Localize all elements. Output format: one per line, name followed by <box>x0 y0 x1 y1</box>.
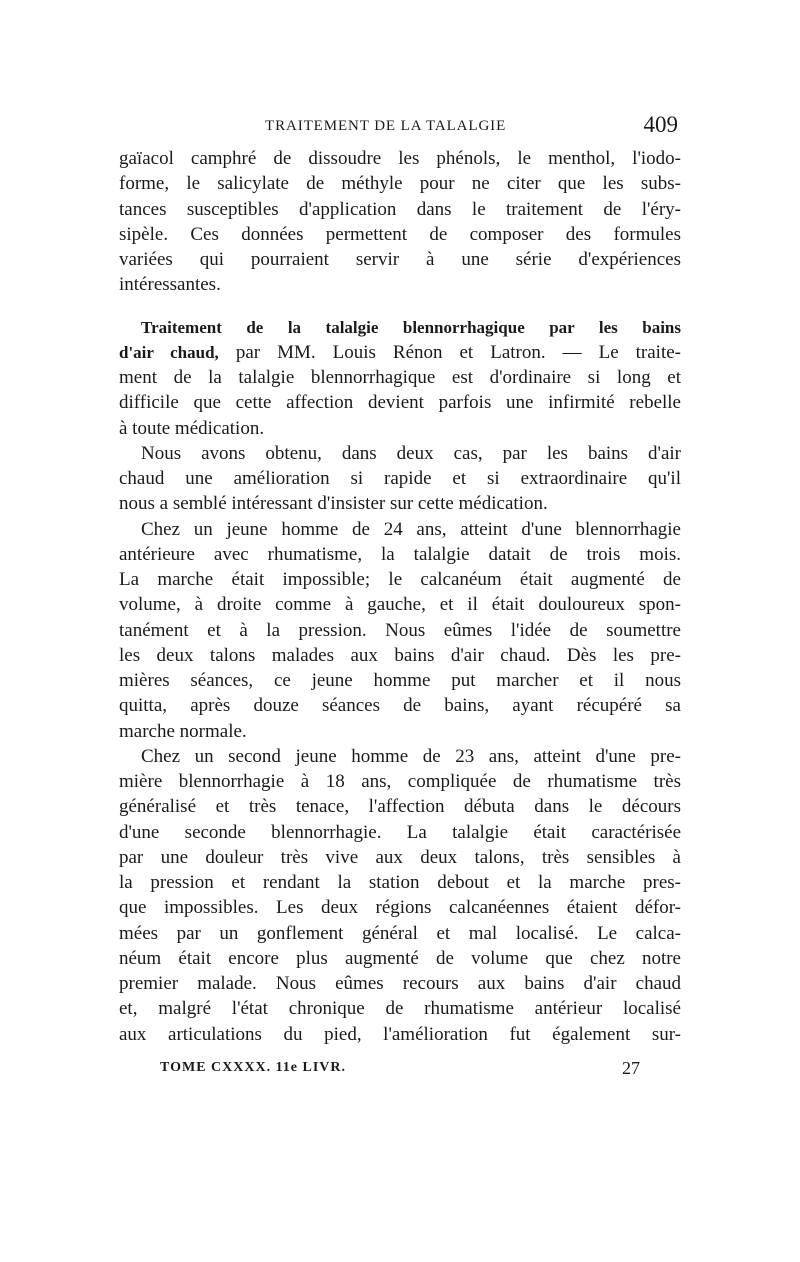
signature-mark: TOME CXXXX. 11e LIVR. <box>160 1060 347 1075</box>
text-line: Chez un second jeune homme de 23 ans, atteint d'une pre- <box>141 745 681 767</box>
text-line: variées qui pourraient servir à une série d'expériences <box>119 249 681 270</box>
text-line: chaud une amélioration si rapide et si extraordinaire qu'il <box>119 468 681 489</box>
text-line: quitta, après douze séances de bains, ayant récupéré sa <box>119 695 681 717</box>
text-line: et, malgré l'état chronique de rhumatisme antérieur localisé <box>119 998 681 1020</box>
text-line: tances susceptibles d'application dans le traitement de l'éry- <box>119 198 681 220</box>
text-line: la pression et rendant la station debout et la marche pres- <box>119 872 681 893</box>
text-line: forme, le salicylate de méthyle pour ne citer que les subs- <box>119 173 681 195</box>
section-heading: Traitement de la talalgie blennorrhagique par les bains <box>141 317 681 337</box>
text-line: antérieure avec rhumatisme, la talalgie datait de trois mois. <box>119 543 681 565</box>
text-line: aux articulations du pied, l'amélioration fut également sur- <box>119 1023 681 1045</box>
text-line: ment de la talalgie blennorrhagique est d'ordinaire si long et <box>119 367 681 388</box>
section-talalgie-bains-air-chaud <box>119 315 681 441</box>
running-title: TRAITEMENT DE LA TALALGIE <box>265 118 507 134</box>
text-line: premier malade. Nous eûmes recours aux bains d'air chaud <box>119 973 681 994</box>
text-line: Nous avons obtenu, dans deux cas, par les bains d'air <box>141 442 681 464</box>
text-line: d'une seconde blennorrhagie. La talalgie était caractérisée <box>119 821 681 843</box>
text-line: mière blennorrhagie à 18 ans, compliquée de rhumatisme très <box>119 771 681 792</box>
text-line: Chez un jeune homme de 24 ans, atteint d'une blennorrhagie <box>141 518 681 540</box>
text-line: gaïacol camphré de dissoudre les phénols, le menthol, l'iodo- <box>119 148 681 169</box>
paragraph-case-1 <box>119 517 681 744</box>
body-text <box>119 146 681 1047</box>
text-line: mières séances, ce jeune homme put marcher et il nous <box>119 670 681 691</box>
text-line: que impossibles. Les deux régions calcanéennes étaient défor- <box>119 897 681 919</box>
text-line: difficile que cette affection devient parfois une infirmité rebelle <box>119 392 681 414</box>
paragraph <box>119 441 681 517</box>
text-line: nous a semblé intéressant d'insister sur cette médication. <box>119 493 548 515</box>
paragraph-case-2 <box>119 744 681 1047</box>
section-spacer <box>119 298 681 315</box>
text-line: généralisé et très tenace, l'affection débuta dans le décours <box>119 796 681 818</box>
text-line: tanément et à la pression. Nous eûmes l'idée de soumettre <box>119 619 681 641</box>
text-line: mées par un gonflement général et mal localisé. Le calca- <box>119 922 681 944</box>
text-line: La marche était impossible; le calcanéum était augmenté de <box>119 569 681 590</box>
sheet-number: 27 <box>622 1058 640 1078</box>
authors-text: par MM. Louis Rénon et Latron. — Le traite- <box>235 341 681 363</box>
section-heading-continued: d'air chaud, <box>119 342 219 362</box>
section-heading-line <box>119 315 681 340</box>
text-line: par une douleur très vive aux deux talons, très sensibles à <box>119 846 681 868</box>
text-line: intéressantes. <box>119 274 221 296</box>
running-header <box>120 114 682 140</box>
text-line: à toute médication. <box>119 417 265 439</box>
text-line: néum était encore plus augmenté de volume que chez notre <box>119 947 681 969</box>
page-number: 409 <box>643 112 678 137</box>
text-line: volume, à droite comme à gauche, et il était douloureux spon- <box>119 594 681 616</box>
text-line <box>119 340 681 365</box>
paragraph-continuation <box>119 146 681 298</box>
page-footer <box>160 1060 640 1086</box>
text-line: marche normale. <box>119 720 247 742</box>
text-line: sipèle. Ces données permettent de composer des formules <box>119 223 681 245</box>
text-line: les deux talons malades aux bains d'air chaud. Dès les pre- <box>119 644 681 666</box>
